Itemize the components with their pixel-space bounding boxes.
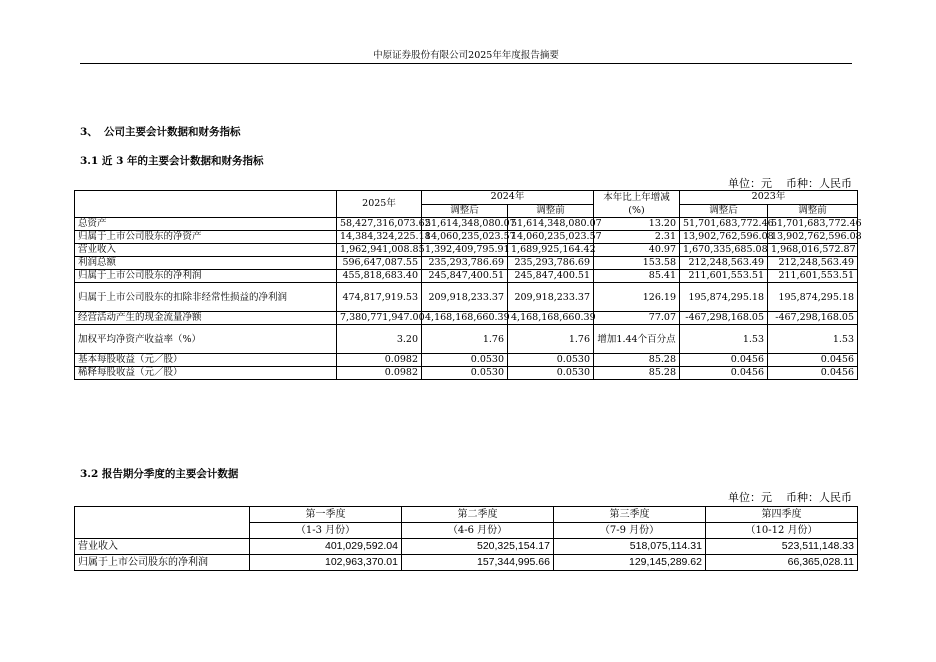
cell-v2024a: 4,168,168,660.39 <box>422 312 508 325</box>
quarter-2-name: 第二季度 <box>402 507 554 523</box>
cell-v2024b: 0.0530 <box>508 354 594 367</box>
row-label: 利润总额 <box>75 257 337 270</box>
cell-v2023b: 195,874,295.18 <box>768 283 858 312</box>
cell-v2023b: 211,601,553.51 <box>768 270 858 283</box>
quarter-3-name: 第三季度 <box>554 507 706 523</box>
table-row <box>75 312 858 325</box>
row-label: 加权平均净资产收益率（%） <box>75 325 337 354</box>
cell-v2024b: 1.76 <box>508 325 594 354</box>
cell-v2023a: 212,248,563.49 <box>680 257 768 270</box>
cell-v2024b: 0.0530 <box>508 367 594 380</box>
cell-v2023a: 0.0456 <box>680 354 768 367</box>
blank-header-cell <box>75 191 337 218</box>
cell-v2023b: 0.0456 <box>768 367 858 380</box>
blank-header-cell <box>75 507 250 539</box>
header-2023-adjusted-before: 调整前 <box>768 204 858 218</box>
cell-q4: 66,365,028.11 <box>706 555 858 571</box>
cell-v2023b: 13,902,762,596.08 <box>768 231 858 244</box>
cell-chg: 126.19 <box>594 283 680 312</box>
key-financial-table <box>74 190 862 380</box>
cell-v2023b: 1,968,016,572.87 <box>768 244 858 257</box>
table-row <box>75 257 858 270</box>
cell-v2024a: 51,614,348,080.07 <box>422 218 508 231</box>
cell-v2024a: 0.0530 <box>422 367 508 380</box>
table-row <box>75 270 858 283</box>
cell-q3: 129,145,289.62 <box>554 555 706 571</box>
table-row <box>75 218 858 231</box>
row-label: 归属于上市公司股东的净资产 <box>75 231 337 244</box>
cell-chg: 2.31 <box>594 231 680 244</box>
cell-q3: 518,075,114.31 <box>554 539 706 555</box>
table-row <box>75 555 858 571</box>
cell-chg: 增加1.44个百分点 <box>594 325 680 354</box>
unit-label: 单位：元 <box>728 177 772 190</box>
page-header: 中原证券股份有限公司2025年年度报告摘要 <box>373 50 559 61</box>
unit-line-1 <box>728 175 852 191</box>
table-row <box>75 325 858 354</box>
cell-v2024b: 209,918,233.37 <box>508 283 594 312</box>
cell-v2025: 3.20 <box>337 325 422 354</box>
header-2024-adjusted-after: 调整后 <box>422 204 508 218</box>
table-row <box>75 367 858 380</box>
section-3-heading <box>80 124 241 139</box>
cell-v2023b: 51,701,683,772.46 <box>768 218 858 231</box>
cell-v2024b: 235,293,786.69 <box>508 257 594 270</box>
cell-v2024a: 235,293,786.69 <box>422 257 508 270</box>
cell-v2025: 14,384,324,225.18 <box>337 231 422 244</box>
cell-v2024b: 51,614,348,080.07 <box>508 218 594 231</box>
cell-v2023b: 1.53 <box>768 325 858 354</box>
cell-v2023a: 1.53 <box>680 325 768 354</box>
cell-q1: 401,029,592.04 <box>250 539 402 555</box>
cell-v2023a: 195,874,295.18 <box>680 283 768 312</box>
row-label: 营业收入 <box>75 539 250 555</box>
header-2024: 2024年 <box>422 191 594 205</box>
cell-v2024b: 14,060,235,023.57 <box>508 231 594 244</box>
header-2023-adjusted-after: 调整后 <box>680 204 768 218</box>
cell-q4: 523,511,148.33 <box>706 539 858 555</box>
quarter-1-name: 第一季度 <box>250 507 402 523</box>
cell-v2023a: 13,902,762,596.08 <box>680 231 768 244</box>
quarter-1-range: （1-3 月份） <box>250 523 402 539</box>
cell-chg: 40.97 <box>594 244 680 257</box>
cell-v2025: 1,962,941,008.85 <box>337 244 422 257</box>
quarter-2-range: （4-6 月份） <box>402 523 554 539</box>
key-financial-table-body <box>75 218 862 380</box>
cell-v2024b: 4,168,168,660.39 <box>508 312 594 325</box>
cell-v2025: 474,817,919.53 <box>337 283 422 312</box>
cell-q2: 157,344,995.66 <box>402 555 554 571</box>
row-label: 稀释每股收益（元／股） <box>75 367 337 380</box>
cell-chg: 153.58 <box>594 257 680 270</box>
cell-v2023b: -467,298,168.05 <box>768 312 858 325</box>
row-label: 基本每股收益（元／股） <box>75 354 337 367</box>
header-2023: 2023年 <box>680 191 858 205</box>
section-3-2-heading: 3.2 报告期分季度的主要会计数据 <box>80 468 239 480</box>
cell-chg: 77.07 <box>594 312 680 325</box>
row-label: 经营活动产生的现金流量净额 <box>75 312 337 325</box>
cell-v2025: 0.0982 <box>337 367 422 380</box>
cell-v2023a: 51,701,683,772.46 <box>680 218 768 231</box>
cell-v2025: 455,818,683.40 <box>337 270 422 283</box>
table-row <box>75 539 858 555</box>
table-row <box>75 283 858 312</box>
header-2024-adjusted-before: 调整前 <box>508 204 594 218</box>
quarterly-table <box>74 506 858 571</box>
cell-v2023b: 0.0456 <box>768 354 858 367</box>
cell-chg: 85.41 <box>594 270 680 283</box>
table-row <box>75 354 858 367</box>
cell-v2025: 58,427,316,073.62 <box>337 218 422 231</box>
section-3-1-heading: 3.1 近 3 年的主要会计数据和财务指标 <box>80 155 264 167</box>
cell-v2024a: 245,847,400.51 <box>422 270 508 283</box>
cell-q2: 520,325,154.17 <box>402 539 554 555</box>
cell-v2025: 596,647,087.55 <box>337 257 422 270</box>
row-label: 归属于上市公司股东的净利润 <box>75 270 337 283</box>
cell-v2023b: 212,248,563.49 <box>768 257 858 270</box>
currency-label: 币种：人民币 <box>786 177 852 190</box>
quarterly-table-body <box>75 539 858 571</box>
cell-v2024a: 0.0530 <box>422 354 508 367</box>
cell-v2023a: 1,670,335,685.08 <box>680 244 768 257</box>
cell-chg: 85.28 <box>594 354 680 367</box>
quarter-4-name: 第四季度 <box>706 507 858 523</box>
quarter-4-range: （10-12 月份） <box>706 523 858 539</box>
cell-v2024a: 1,392,409,795.91 <box>422 244 508 257</box>
currency-label: 币种：人民币 <box>786 491 852 504</box>
table-row <box>75 231 858 244</box>
unit-label: 单位：元 <box>728 491 772 504</box>
row-label: 营业收入 <box>75 244 337 257</box>
cell-chg: 13.20 <box>594 218 680 231</box>
header-2025: 2025年 <box>337 191 422 218</box>
table-row <box>75 244 858 257</box>
cell-v2024b: 245,847,400.51 <box>508 270 594 283</box>
section-3-title: 公司主要会计数据和财务指标 <box>104 126 241 138</box>
cell-q1: 102,963,370.01 <box>250 555 402 571</box>
cell-v2024a: 14,060,235,023.57 <box>422 231 508 244</box>
cell-v2023a: 0.0456 <box>680 367 768 380</box>
row-label: 归属于上市公司股东的扣除非经常性损益的净利润 <box>75 283 337 312</box>
cell-v2024a: 1.76 <box>422 325 508 354</box>
row-label: 总资产 <box>75 218 337 231</box>
section-3-number: 3、 <box>80 126 98 138</box>
cell-v2024a: 209,918,233.37 <box>422 283 508 312</box>
unit-line-2 <box>728 489 852 505</box>
header-divider <box>80 63 852 64</box>
cell-v2025: 7,380,771,947.00 <box>337 312 422 325</box>
quarter-3-range: （7-9 月份） <box>554 523 706 539</box>
cell-v2025: 0.0982 <box>337 354 422 367</box>
row-label: 归属于上市公司股东的净利润 <box>75 555 250 571</box>
cell-v2024b: 1,689,925,164.42 <box>508 244 594 257</box>
cell-v2023a: 211,601,553.51 <box>680 270 768 283</box>
cell-v2023a: -467,298,168.05 <box>680 312 768 325</box>
header-change: 本年比上年增减(%) <box>594 191 680 218</box>
cell-chg: 85.28 <box>594 367 680 380</box>
